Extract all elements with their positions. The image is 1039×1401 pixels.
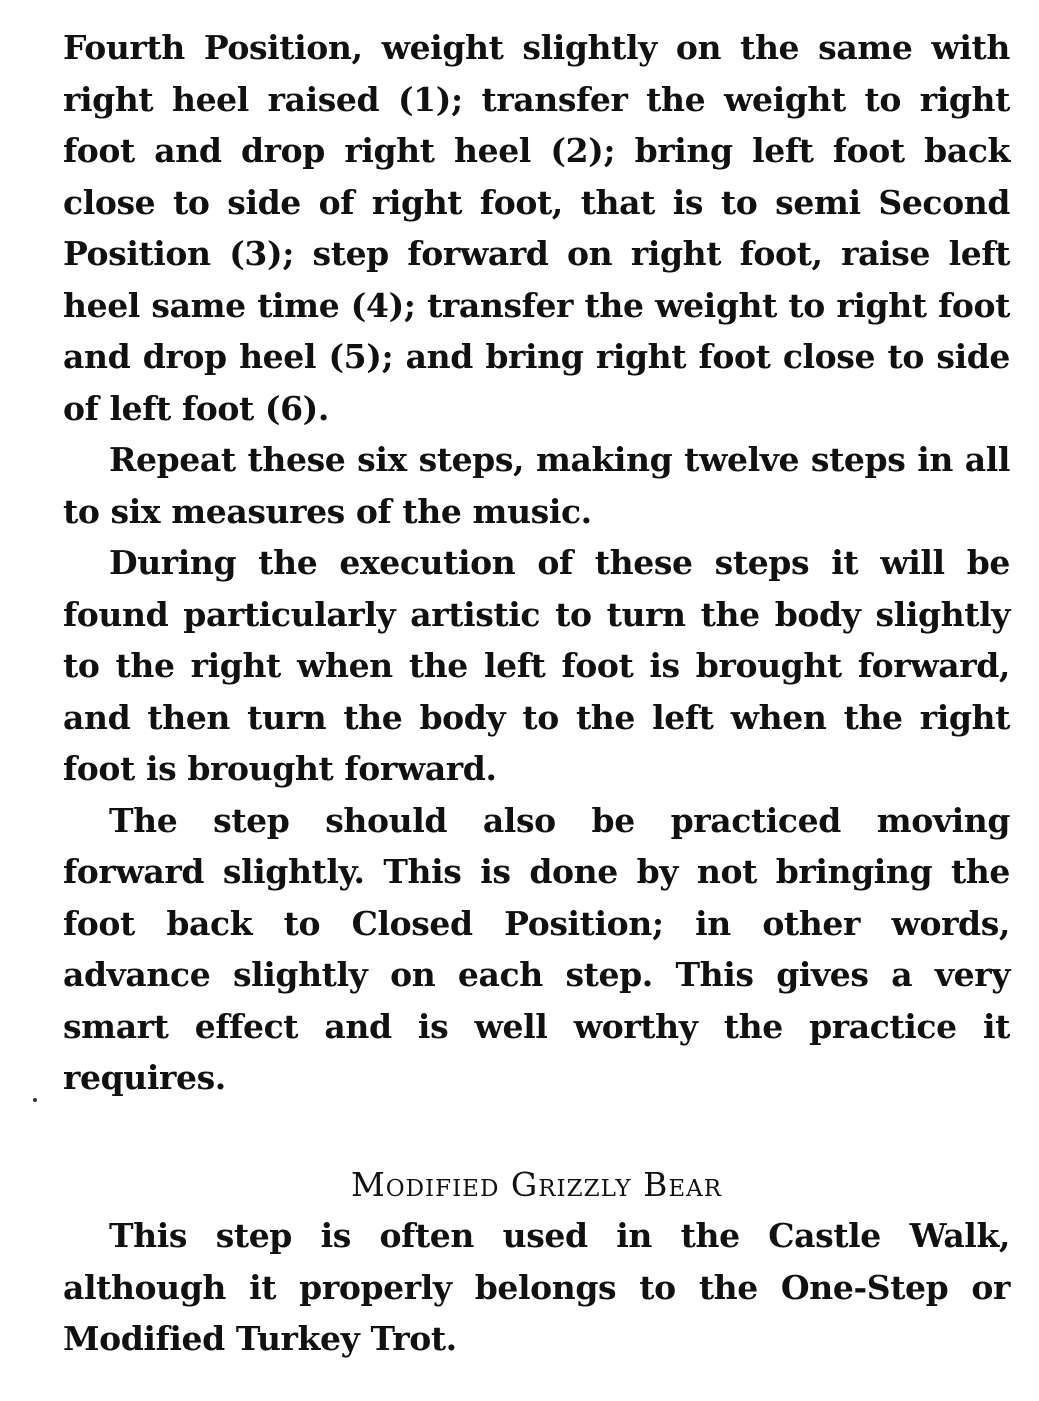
section-paragraph: This step is often used in the Castle Walk, although it properly belongs to the One-Step or Modified Turkey Trot. (63, 1216, 1010, 1358)
page-body (63, 22, 1010, 1365)
paragraph-continued: Fourth Position, weight slightly on the same with right heel raised (1); transfer the weight to right foot and drop right heel (2); bring left foot back close to side of right foot, that is to semi Second Position (3); step forward on right foot, raise left heel same time (4); transfer the weight to right foot and drop heel (5); and bring right foot close to side of left foot (6). (63, 28, 1010, 428)
section-heading: Modified Grizzly Bear (350, 1164, 723, 1204)
paragraph-execution: During the execution of these steps it will be found particularly artistic to turn the body slightly to the right when the left foot is brought forward, and then turn the body to the left when the right foot is brought forward. (63, 543, 1010, 788)
paragraph-practice-forward: The step should also be practiced moving forward slightly. This is done by not bringing the foot back to Closed Position; in other words, advance slightly on each step. This gives a very smart effect and is well worthy the practice it requires. (63, 800, 1010, 1097)
paragraph-repeat-steps: Repeat these six steps, making twelve steps in all to six measures of the music. (63, 440, 1010, 531)
margin-dot-mark (33, 1098, 37, 1102)
